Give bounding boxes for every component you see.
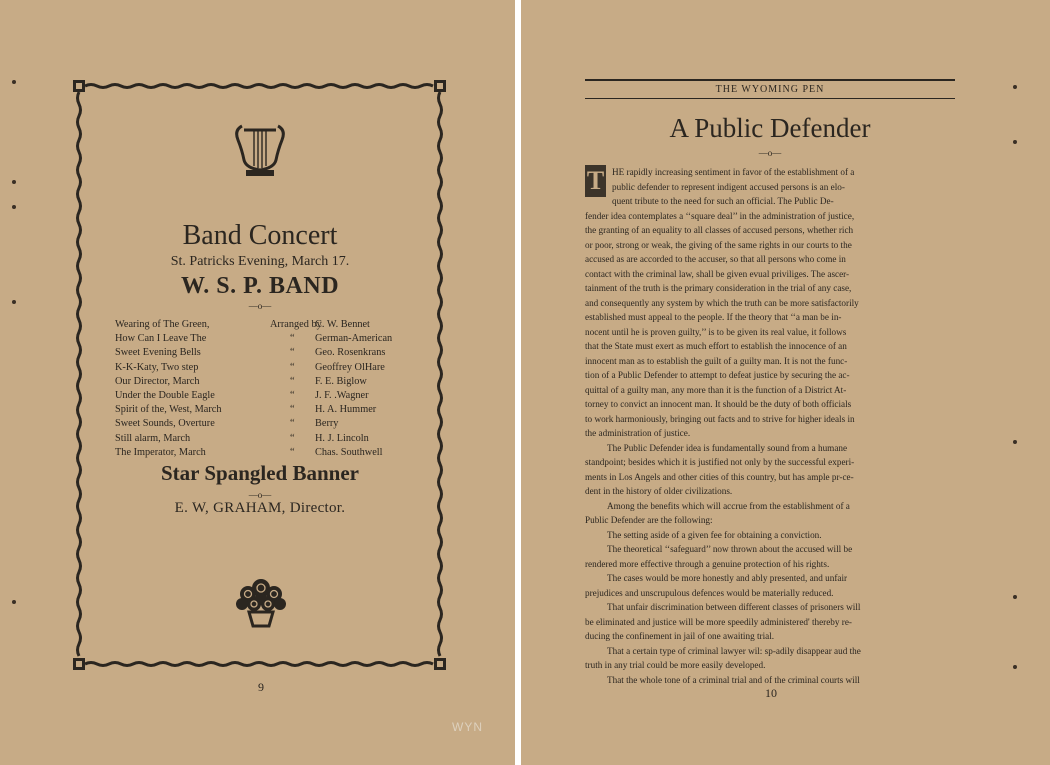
composer: C. W. Bennet bbox=[315, 319, 370, 330]
article-line: accused as are accorded to the accuser, so that all persons who come in bbox=[585, 254, 846, 264]
band-name: W. S. P. BAND bbox=[180, 273, 340, 299]
article-line: standpoint; besides which it is justified not only by the successful experi- bbox=[585, 457, 855, 467]
program-row bbox=[115, 375, 415, 389]
arranged-by: Arranged by bbox=[270, 319, 322, 330]
piece-title: Spirit of the, West, March bbox=[115, 404, 222, 416]
article-line: That a certain type of criminal lawyer wil: sp-adily disappear aud the bbox=[607, 645, 861, 656]
article-line: Among the benefits which will accrue from the establishment of a bbox=[607, 500, 850, 511]
separator: —o— bbox=[758, 148, 782, 158]
program-row bbox=[115, 403, 415, 417]
binding-hole bbox=[12, 600, 16, 604]
composer: F. E. Biglow bbox=[315, 375, 367, 387]
article-line: quittal of a guilty man, any more than it is the function of a District At- bbox=[585, 384, 847, 395]
binding-hole bbox=[1013, 85, 1017, 89]
composer: J. F. .Wagner bbox=[315, 389, 369, 401]
binding-hole bbox=[1013, 140, 1017, 144]
drop-cap: T bbox=[586, 166, 605, 195]
article-line: quent tribute to the need for such an official. The Public De- bbox=[612, 196, 834, 206]
ditto-mark: “ bbox=[290, 432, 295, 444]
article-line: public defender to represent indigent accused persons is an elo- bbox=[612, 181, 845, 192]
watermark: WYN bbox=[452, 720, 483, 734]
article-line: rendered more effective through a genuine protection of his rights. bbox=[585, 558, 830, 569]
binding-hole bbox=[1013, 440, 1017, 444]
article-line: be eliminated and justice will be more speedily administered' thereby re- bbox=[585, 616, 852, 627]
article-line: contact with the criminal law, shall be given evual priviliges. The ascer- bbox=[585, 268, 850, 279]
composer: Geo. Rosenkrans bbox=[315, 347, 386, 359]
composer: Geoffrey OlHare bbox=[315, 361, 385, 373]
program-row bbox=[115, 346, 415, 360]
composer: H. J. Lincoln bbox=[315, 432, 369, 444]
binding-hole bbox=[12, 205, 16, 209]
article-line: The setting aside of a given fee for obtaining a conviction. bbox=[607, 529, 822, 540]
article-line: the administration of justice. bbox=[585, 428, 691, 438]
program-row bbox=[115, 361, 415, 375]
ditto-mark: “ bbox=[290, 446, 295, 458]
concert-subtitle: St. Patricks Evening, March 17. bbox=[170, 254, 350, 269]
concert-title: Band Concert bbox=[182, 220, 338, 251]
article-line: nocent until he is proven guilty,’’ is to be given its real value, it follows bbox=[585, 326, 847, 337]
article-line: The cases would be more honestly and ably presented, and unfair bbox=[607, 573, 848, 583]
composer: Berry bbox=[315, 418, 339, 430]
ditto-mark: “ bbox=[290, 361, 295, 373]
article-line: that the State must exert as much effort to establish the innocence of an bbox=[585, 341, 847, 351]
piece-title: Under the Double Eagle bbox=[115, 389, 215, 401]
article-line: torney to convict an innocent man. It should be the duty of both officials bbox=[585, 399, 852, 409]
piece-title: Wearing of The Green, bbox=[115, 319, 210, 330]
article-line: innocent man as to establish the guilt of a guilty man. It is not the func- bbox=[585, 355, 848, 366]
concert-program bbox=[115, 318, 415, 460]
article-title: A Public Defender bbox=[669, 113, 871, 143]
article-line: or poor, strong or weak, the giving of the same rights in our courts to the bbox=[585, 239, 852, 250]
piece-title: Sweet Sounds, Overture bbox=[115, 418, 215, 430]
ditto-mark: “ bbox=[290, 389, 295, 401]
running-head: THE WYOMING PEN bbox=[715, 84, 825, 95]
ditto-mark: “ bbox=[290, 418, 295, 430]
piece-title: Our Director, March bbox=[115, 375, 200, 387]
composer: Chas. Southwell bbox=[315, 446, 383, 458]
header-rule bbox=[585, 98, 955, 99]
program-row bbox=[115, 332, 415, 346]
article-line: fender idea contemplates a ‘‘square deal’’ in the administration of justice, bbox=[585, 210, 855, 221]
director-credit: E. W, GRAHAM, Director. bbox=[174, 500, 346, 516]
article-line: Public Defender are the following: bbox=[585, 515, 713, 525]
ditto-mark: “ bbox=[290, 375, 295, 387]
piece-title: Still alarm, March bbox=[115, 432, 191, 444]
article-line: tainment of the truth is the primary consideration in the trial of any case, bbox=[585, 283, 852, 293]
article-line: dent in the history of older civilizations. bbox=[585, 486, 733, 496]
program-row bbox=[115, 446, 415, 460]
binding-hole bbox=[1013, 595, 1017, 599]
article-line: ments in Los Angels and other cities of this country, but has ample pr-ce- bbox=[585, 471, 854, 482]
program-row bbox=[115, 432, 415, 446]
article-line: The Public Defender idea is fundamentally sound from a humane bbox=[607, 442, 848, 453]
separator: —o— bbox=[248, 490, 272, 500]
flower-basket-icon bbox=[232, 572, 290, 630]
article-line: The theoretical ‘‘safeguard’’ now thrown about the accused will be bbox=[607, 544, 853, 554]
article-line: That the whole tone of a criminal trial and of the criminal courts will bbox=[607, 674, 860, 685]
article-line: the granting of an equality to all classes of accused persons, whether rich bbox=[585, 225, 854, 235]
ditto-mark: “ bbox=[290, 333, 295, 345]
article-line: and consequently any system by which the truth can be more satisfactorily bbox=[585, 297, 859, 308]
binding-hole bbox=[1013, 665, 1017, 669]
piece-title: K-K-Katy, Two step bbox=[115, 361, 199, 373]
program-row bbox=[115, 417, 415, 431]
page-number: 9 bbox=[258, 680, 264, 694]
article-line: That unfair discrimination between different classes of prisoners will bbox=[607, 602, 861, 612]
article-line: HE rapidly increasing sentiment in favor of the establishment of a bbox=[612, 167, 855, 177]
ditto-mark: “ bbox=[290, 347, 295, 359]
article-body bbox=[585, 165, 955, 687]
piece-title: Sweet Evening Bells bbox=[115, 347, 201, 359]
separator: —o— bbox=[248, 301, 272, 311]
article-line: established must appeal to the people. If the theory that ‘‘a man be in- bbox=[585, 312, 842, 322]
piece-title: The Imperator, March bbox=[115, 446, 206, 458]
page-number: 10 bbox=[765, 686, 777, 700]
article-line: truth in any trial could be more easily developed. bbox=[585, 660, 766, 670]
program-row bbox=[115, 318, 415, 332]
composer: German-American bbox=[315, 333, 393, 345]
article-line: tion of a Public Defender to attempt to defeat justice by securing the ac- bbox=[585, 370, 850, 380]
header-rule bbox=[585, 79, 955, 81]
left-page bbox=[0, 0, 515, 765]
program-row bbox=[115, 389, 415, 403]
composer: H. A. Hummer bbox=[315, 404, 377, 416]
article-line: to work harmoniously, bringing out facts and to strive for higher ideals in bbox=[585, 413, 855, 424]
article-line: ducing the confinement in jail of one awaiting trial. bbox=[585, 631, 775, 641]
binding-hole bbox=[12, 300, 16, 304]
binding-hole bbox=[12, 180, 16, 184]
binding-hole bbox=[12, 80, 16, 84]
lyre-icon bbox=[232, 120, 288, 178]
article-line: prejudices and unscrupulous defences would be materially reduced. bbox=[585, 587, 834, 598]
piece-title: How Can I Leave The bbox=[115, 333, 207, 345]
ditto-mark: “ bbox=[290, 404, 295, 416]
finale-title: Star Spangled Banner bbox=[161, 461, 359, 485]
